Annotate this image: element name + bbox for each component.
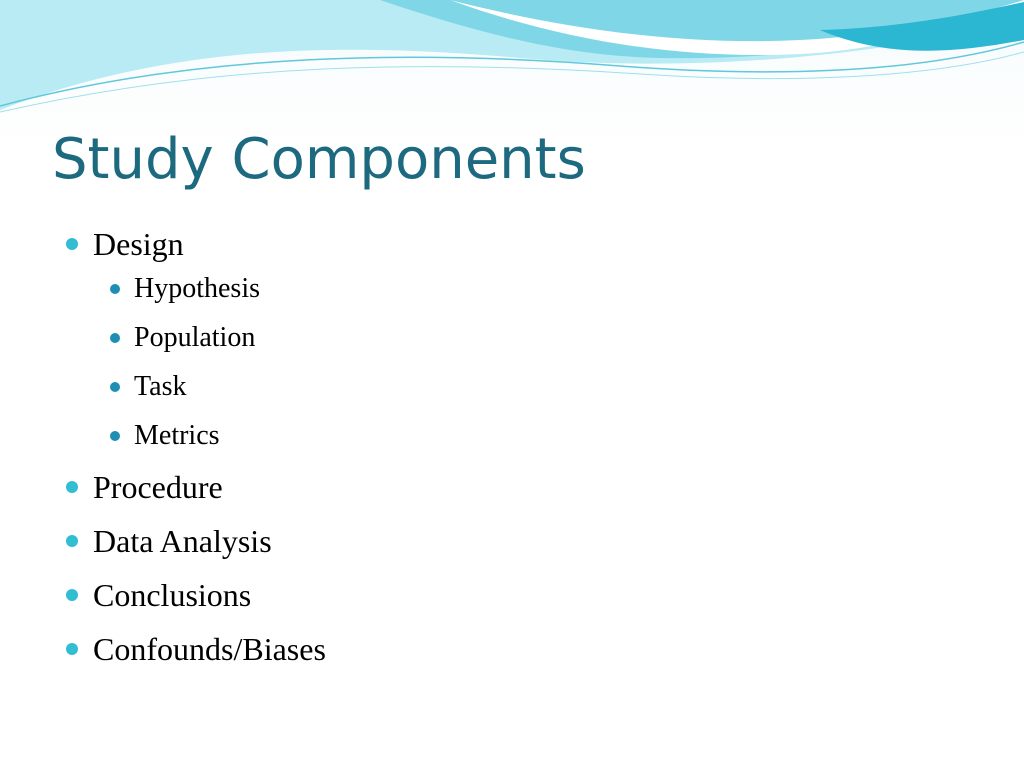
bullet-label: Design: [93, 226, 184, 262]
sub-bullet-label: Hypothesis: [134, 273, 260, 304]
sub-bullet-list: [93, 270, 326, 455]
sub-bullet-item-task: [93, 368, 326, 406]
bullet-item-confounds-biases: [64, 627, 326, 671]
bullet-item-data-analysis: [64, 519, 326, 563]
bullet-label: Data Analysis: [93, 523, 272, 559]
sub-bullet-item-metrics: [93, 417, 326, 455]
bullet-dot-icon: [66, 535, 78, 547]
bullet-dot-icon: [66, 238, 78, 250]
bullet-dot-icon: [66, 589, 78, 601]
sub-bullet-item-population: [93, 319, 326, 357]
bullet-label: Procedure: [93, 469, 223, 505]
bullet-dot-icon: [66, 481, 78, 493]
bullet-item-conclusions: [64, 573, 326, 617]
header-wave-decoration: [0, 0, 1024, 130]
sub-bullet-label: Population: [134, 322, 256, 353]
sub-bullet-label: Metrics: [134, 420, 220, 451]
bullet-list: [64, 222, 326, 681]
bullet-item-procedure: [64, 465, 326, 509]
bullet-dot-icon: [66, 643, 78, 655]
sub-bullet-label: Task: [134, 371, 187, 402]
sub-bullet-dot-icon: [110, 284, 120, 294]
sub-bullet-item-hypothesis: [93, 270, 326, 308]
sub-bullet-dot-icon: [110, 382, 120, 392]
slide-title: Study Components: [52, 127, 586, 192]
sub-bullet-dot-icon: [110, 333, 120, 343]
sub-bullet-dot-icon: [110, 431, 120, 441]
bullet-label: Confounds/Biases: [93, 631, 326, 667]
bullet-item-design: [64, 222, 326, 455]
bullet-label: Conclusions: [93, 577, 252, 613]
